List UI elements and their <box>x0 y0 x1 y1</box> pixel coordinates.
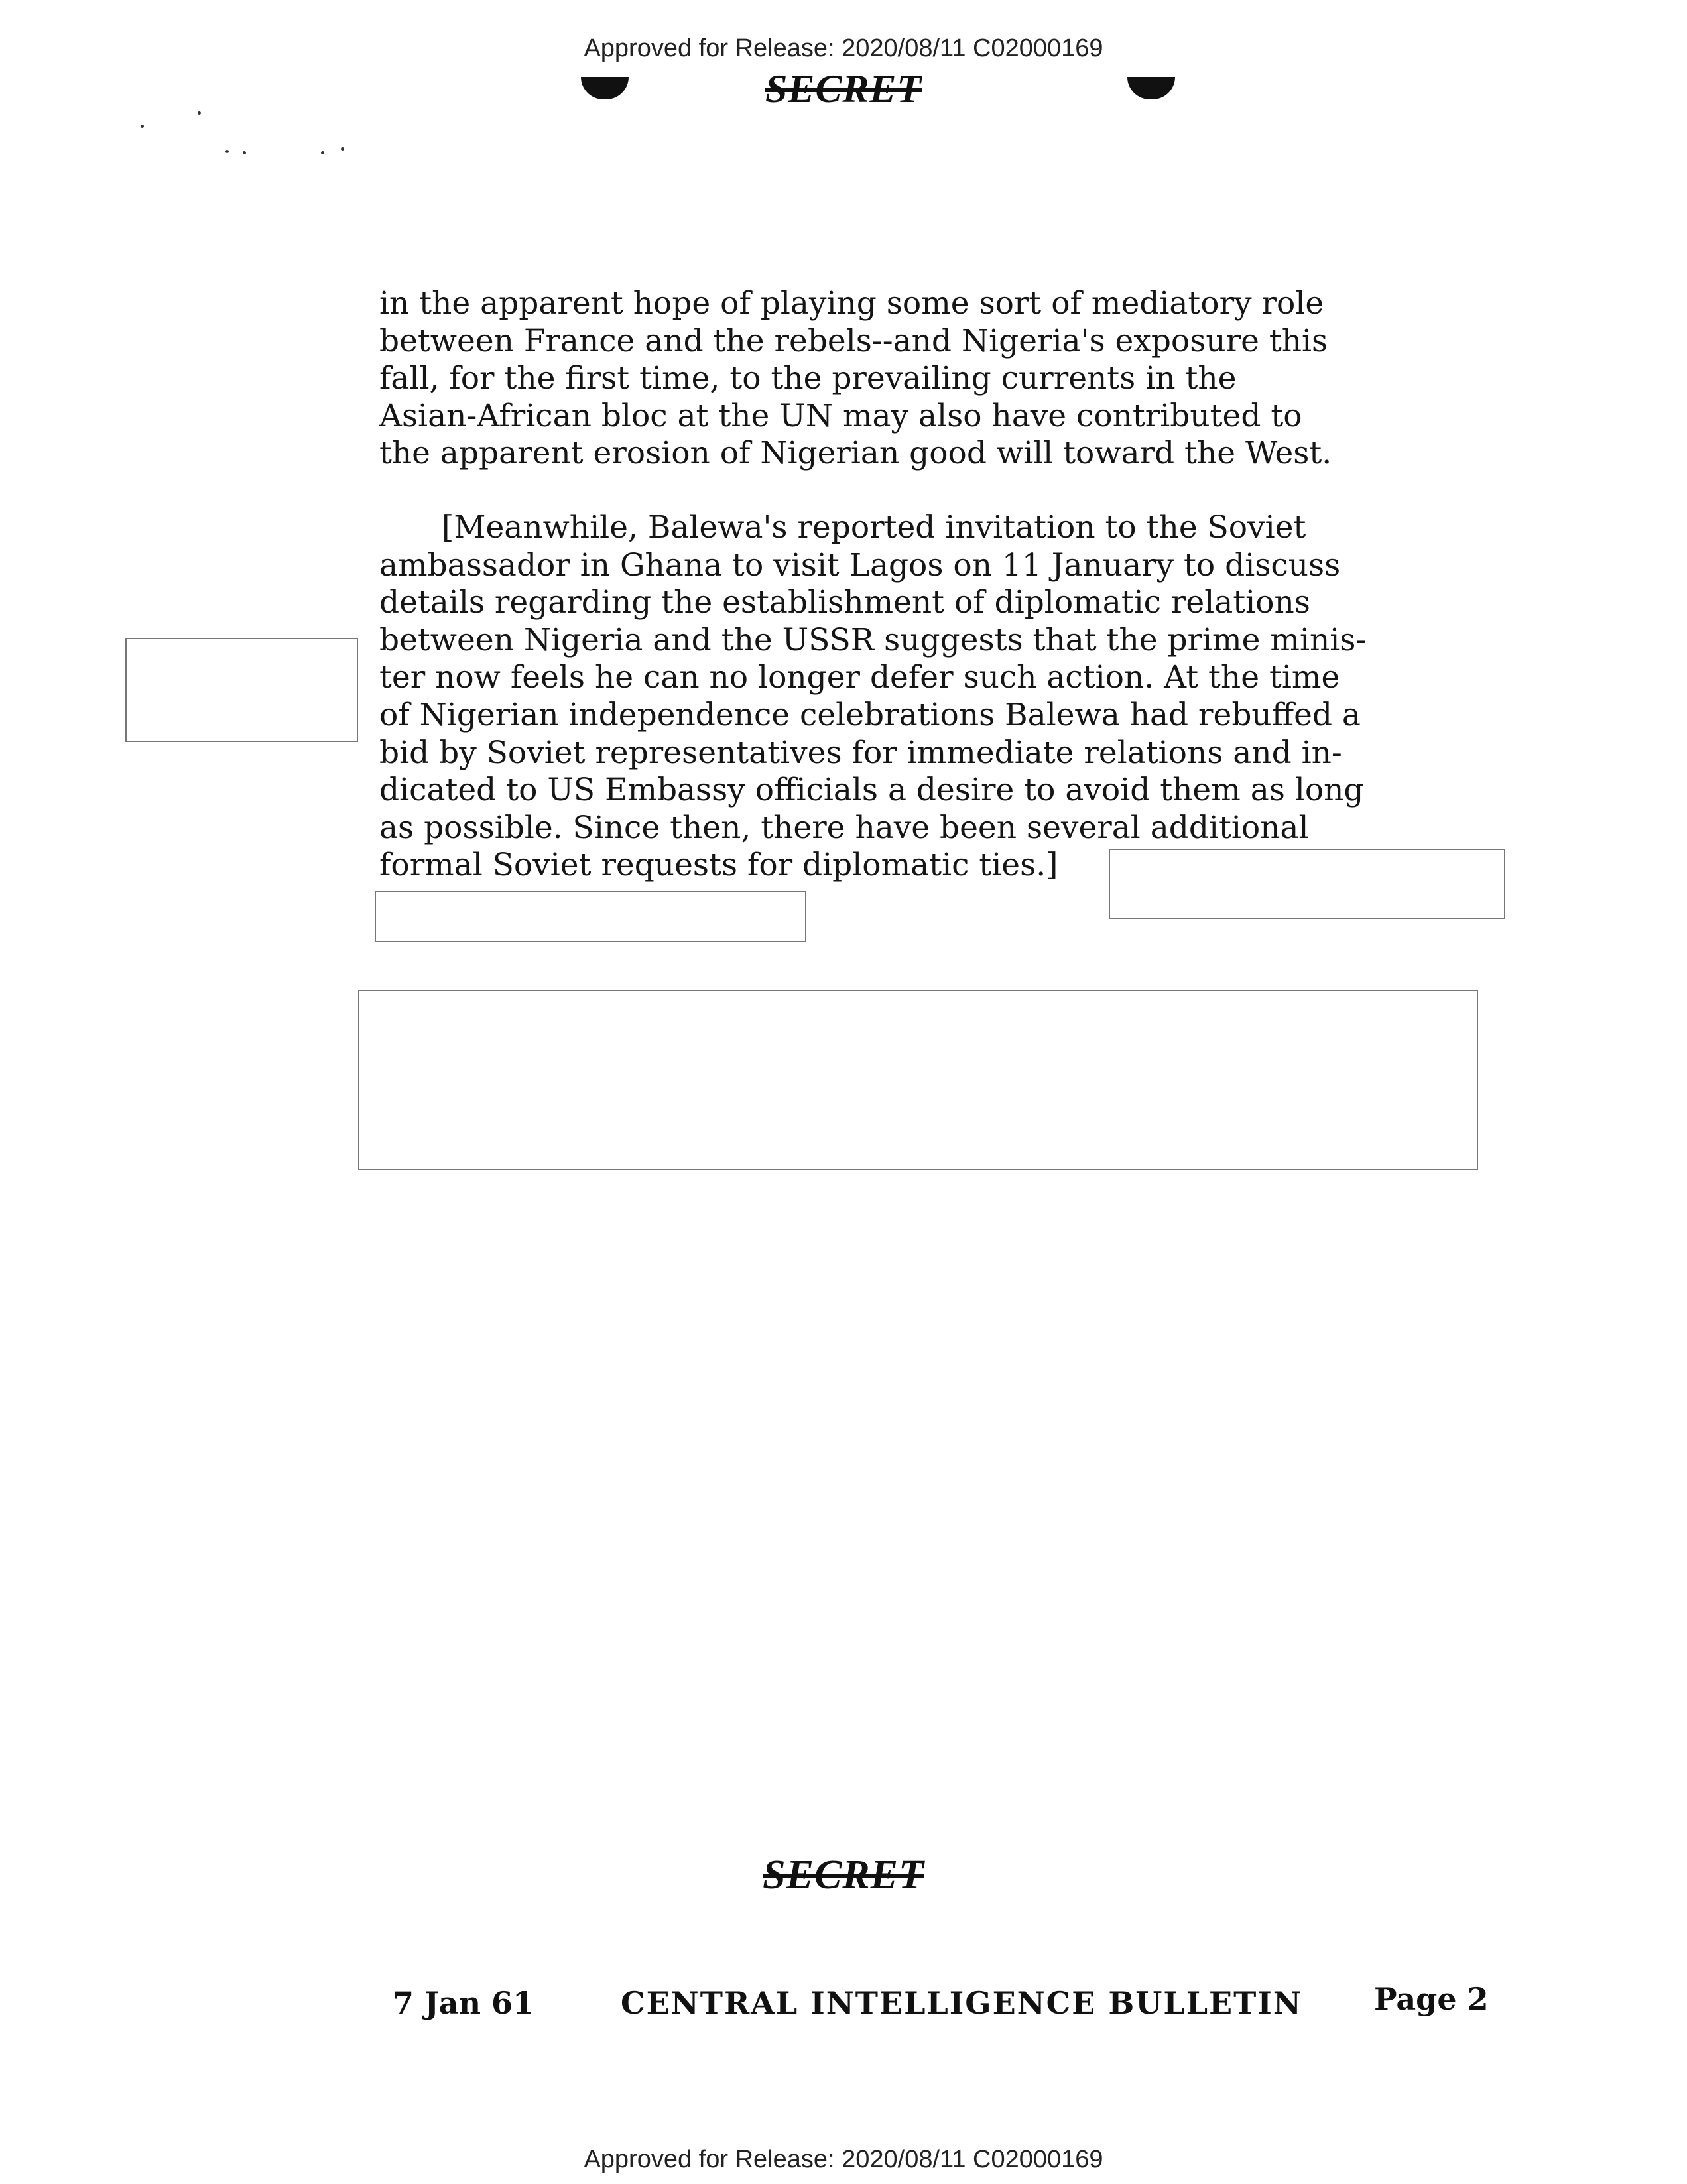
scan-speck <box>341 147 344 151</box>
text-line: between France and the rebels--and Nigeria's exposure this <box>379 322 1328 359</box>
text-line: formal Soviet requests for diplomatic ties.] <box>379 847 1058 884</box>
text-line: details regarding the establishment of diplomatic relations <box>379 584 1310 621</box>
footer-title: CENTRAL INTELLIGENCE BULLETIN <box>621 1985 1302 2021</box>
redaction-box <box>125 638 358 742</box>
text-line: dicated to US Embassy officials a desire to avoid them as long <box>379 772 1364 809</box>
text-line-content: [Meanwhile, Balewa's reported invitation to the Soviet <box>442 509 1306 546</box>
page-footer <box>0 1981 1687 2032</box>
scan-speck <box>321 151 324 154</box>
text-line: ter now feels he can no longer defer such action. At the time <box>379 659 1340 696</box>
footer-page-number: Page 2 <box>1374 1981 1489 2017</box>
text-line: bid by Soviet representatives for immediate relations and in- <box>379 734 1342 771</box>
scan-speck <box>243 151 246 154</box>
scan-speck <box>141 125 144 128</box>
scan-speck <box>198 111 201 115</box>
text-line <box>379 509 1440 547</box>
text-line: fall, for the first time, to the prevailing currents in the <box>379 360 1237 397</box>
scan-speck <box>225 150 229 153</box>
text-line: as possible. Since then, there have been several additional <box>379 809 1309 846</box>
body-paragraph-2 <box>379 509 1440 884</box>
text-line: in the apparent hope of playing some sort of mediatory role <box>379 285 1324 322</box>
redaction-box <box>1109 849 1505 919</box>
text-line: between Nigeria and the USSR suggests that the prime minis- <box>379 621 1367 658</box>
text-line: Asian-African bloc at the UN may also have contributed to <box>379 397 1302 434</box>
classification-marking-bottom: SECRET <box>763 1852 924 1898</box>
text-line: ambassador in Ghana to visit Lagos on 11 January to discuss <box>379 546 1341 583</box>
footer-date: 7 Jan 61 <box>393 1985 534 2021</box>
text-line: the apparent erosion of Nigerian good will toward the West. <box>379 435 1332 472</box>
release-stamp-top: Approved for Release: 2020/08/11 C02000169 <box>584 34 1103 62</box>
body-paragraph-1 <box>379 285 1440 473</box>
text-line: of Nigerian independence celebrations Balewa had rebuffed a <box>379 696 1361 733</box>
classification-marking-top: SECRET <box>765 67 922 111</box>
redaction-box <box>375 891 806 942</box>
release-stamp-bottom: Approved for Release: 2020/08/11 C02000169 <box>584 2146 1103 2173</box>
redaction-box <box>358 990 1478 1170</box>
